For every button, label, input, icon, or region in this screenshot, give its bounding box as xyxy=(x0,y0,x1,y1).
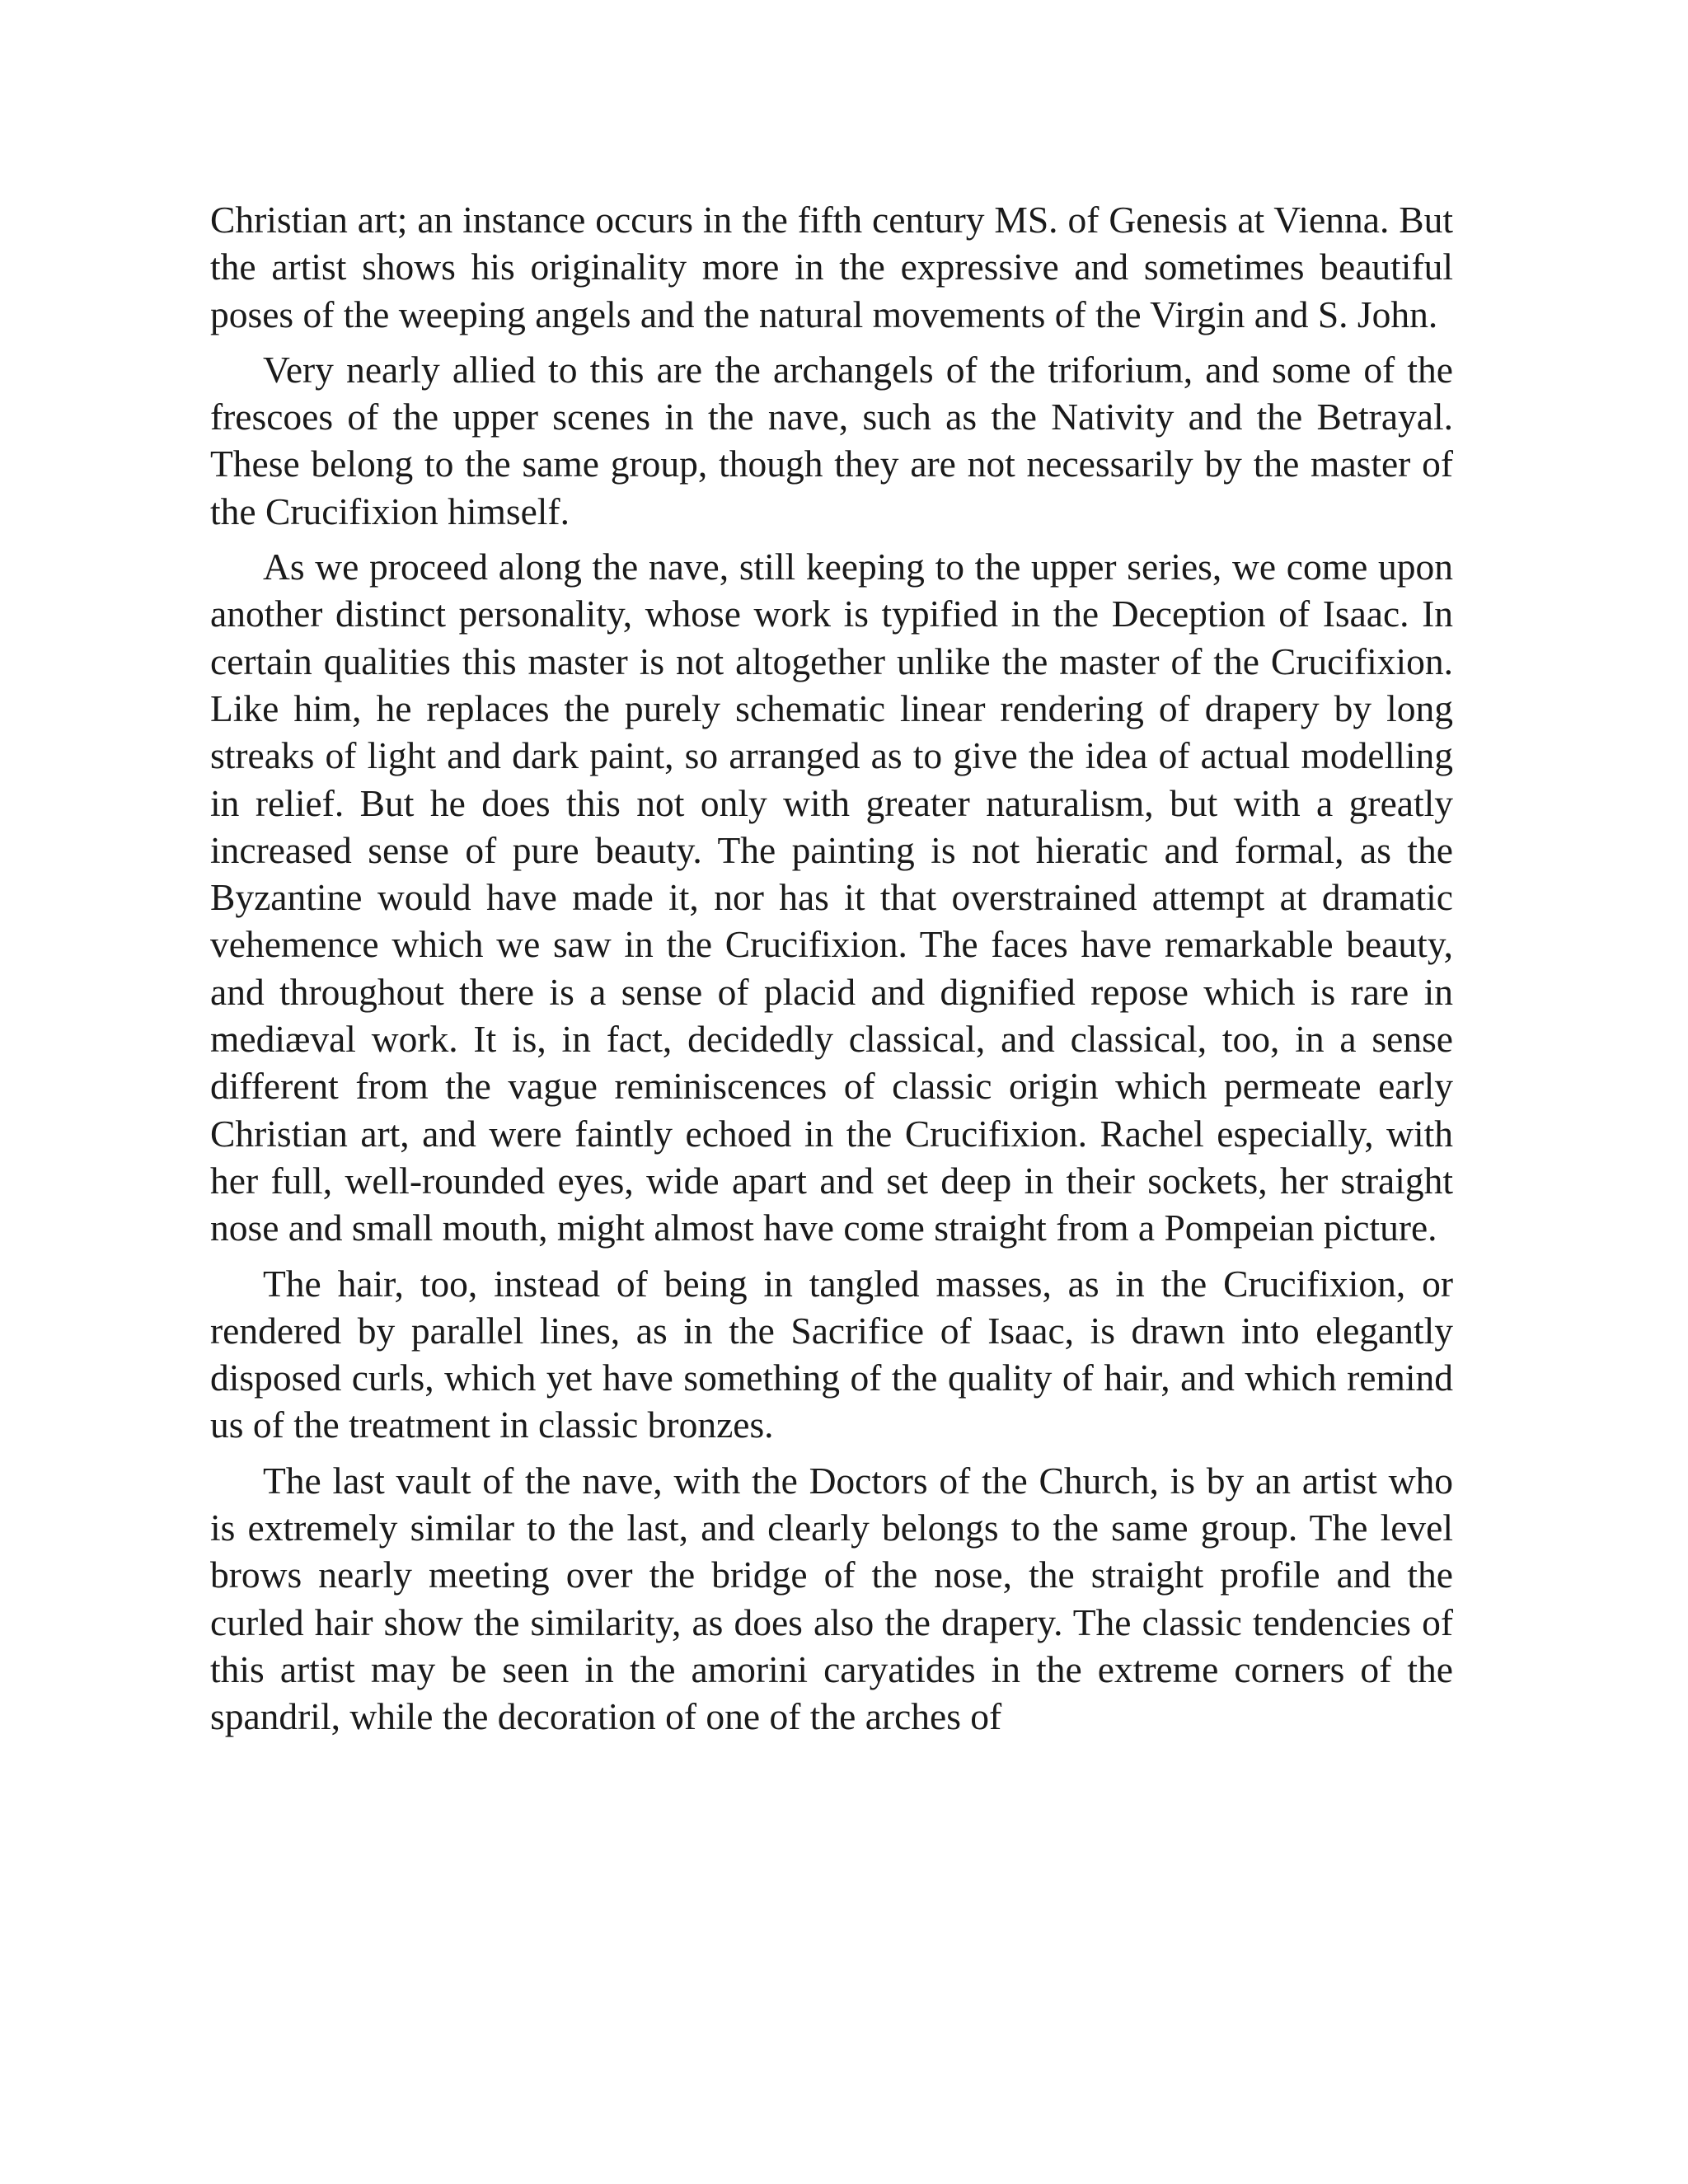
page-body xyxy=(210,196,1453,1749)
paragraph-2: Very nearly allied to this are the archangels of the triforium, and some of the frescoes of the upper scenes in the nave, such as the Nativity and the Betrayal. These belong to the same group, though they are not necessarily by the master of the Crucifixion himself. xyxy=(210,348,1453,532)
paragraph-1: Christian art; an instance occurs in the fifth century MS. of Genesis at Vienna. But the artist shows his originality more in the expressive and sometimes beautiful poses of the weeping angels and the natural movements of the Virgin and S. John. xyxy=(210,199,1453,335)
paragraph-3: As we proceed along the nave, still keeping to the upper series, we come upon another distinct personality, whose work is typified in the Deception of Isaac. In certain qualities this master is not altogether unlike the master of the Crucifixion. Like him, he replaces the purely schematic linear rendering of drapery by long streaks of light and dark paint, so arranged as to give the idea of actual modelling in relief. But he does this not only with greater naturalism, but with a greatly increased sense of pure beauty. The painting is not hieratic and formal, as the Byzantine would have made it, nor has it that overstrained attempt at dramatic vehemence which we saw in the Crucifixion. The faces have remarkable beauty, and throughout there is a sense of placid and dignified repose which is rare in mediæval work. It is, in fact, decidedly classical, and classical, too, in a sense different from the vague reminiscences of classic origin which permeate early Christian art, and were faintly echoed in the Crucifixion. Rachel especially, with her full, well-rounded eyes, wide apart and set deep in their sockets, her straight nose and small mouth, might almost have come straight from a Pompeian picture. xyxy=(210,546,1453,1249)
paragraph-4: The hair, too, instead of being in tangled masses, as in the Crucifixion, or rendered by parallel lines, as in the Sacrifice of Isaac, is drawn into elegantly disposed curls, which yet have something of the quality of hair, and which remind us of the treatment in classic bronzes. xyxy=(210,1262,1453,1446)
paragraph-5: The last vault of the nave, with the Doctors of the Church, is by an artist who is extremely similar to the last, and clearly belongs to the same group. The level brows nearly meeting over the bridge of the nose, the straight profile and the curled hair show the similarity, as does also the drapery. The classic tendencies of this artist may be seen in the amorini caryatides in the extreme corners of the spandril, while the decoration of one of the arches of xyxy=(210,1459,1453,1738)
